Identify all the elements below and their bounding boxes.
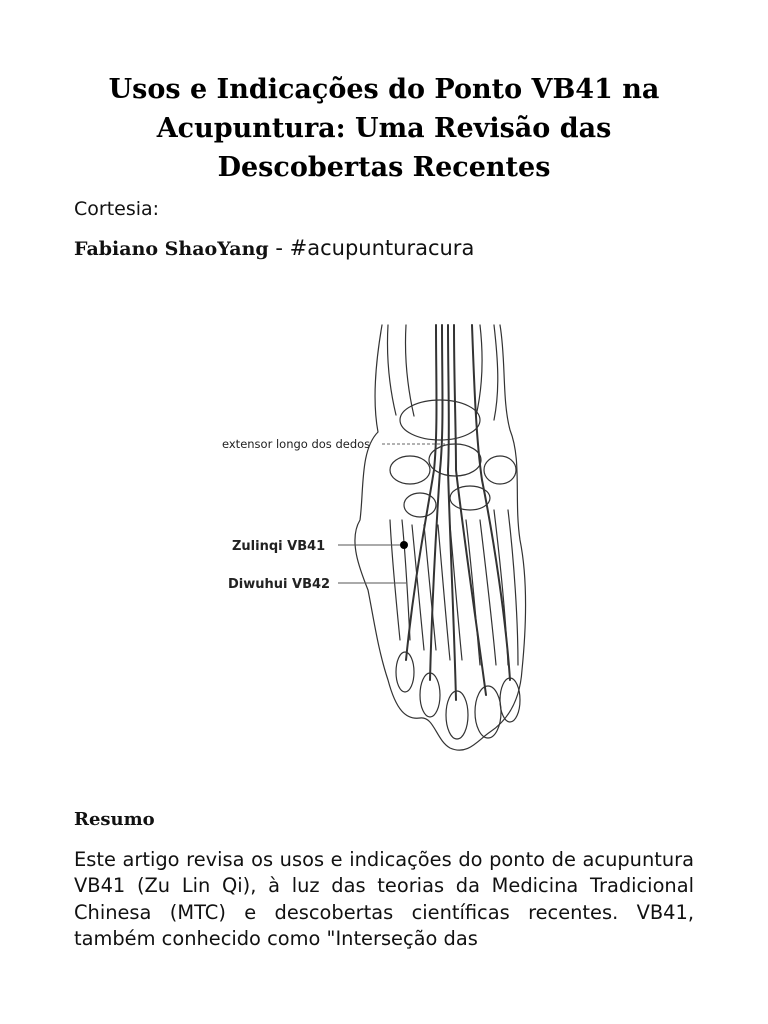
tendon-label: extensor longo dos dedos	[222, 437, 371, 451]
author-separator: -	[268, 236, 290, 260]
title-line-2: Acupuntura: Uma Revisão das	[156, 113, 612, 144]
abstract-paragraph: Este artigo revisa os usos e indicações do ponto de acupuntura VB41 (Zu Lin Qi), à luz das teorias da Medicina Tradicional Chinesa (MTC) e descobertas científicas recentes. VB41, também conhecido como "Interseção das	[74, 848, 694, 951]
title-line-1: Usos e Indicações do Ponto VB41 na	[108, 74, 660, 105]
section-heading-resumo: Resumo	[74, 809, 155, 830]
author-line	[74, 236, 474, 260]
title-line-3: Descobertas Recentes	[217, 152, 551, 183]
foot-anatomy-figure	[210, 320, 550, 760]
document-title	[60, 70, 708, 187]
courtesy-label: Cortesia:	[74, 198, 160, 220]
author-name: Fabiano ShaoYang	[74, 238, 269, 260]
point-vb42-label: Diwuhui VB42	[228, 577, 331, 592]
point-vb41-marker	[400, 541, 408, 549]
point-vb41-label: Zulinqi VB41	[232, 539, 326, 554]
author-handle: #acupunturacura	[289, 236, 475, 260]
foot-illustration	[210, 320, 550, 760]
